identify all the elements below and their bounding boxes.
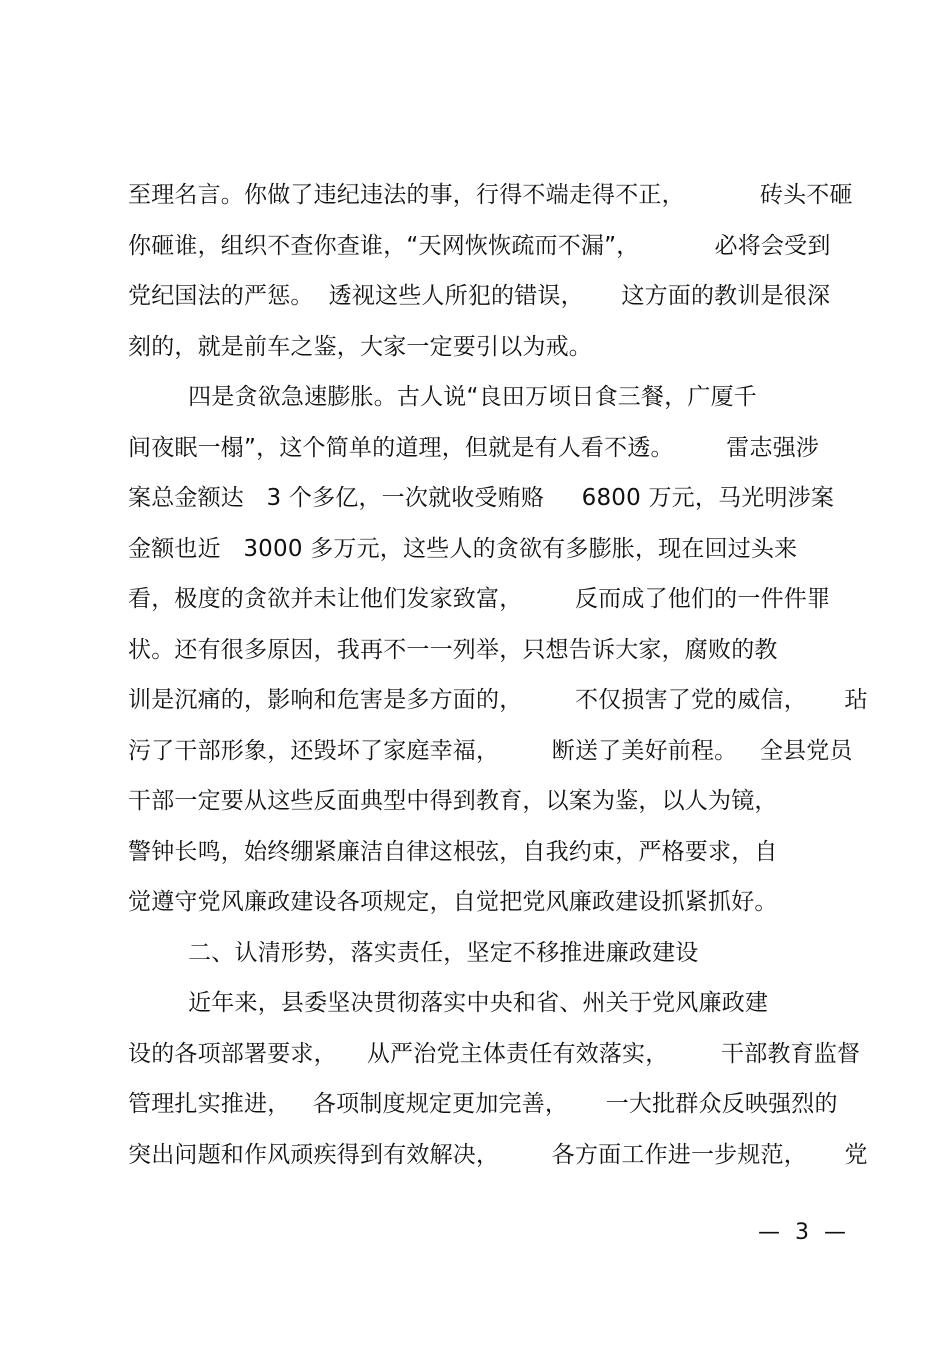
text-line: 突出问题和作风顽疾得到有效解决， 各方面工作进一步规范， 党 [128,1141,868,1168]
text-line: 设的各项部署要求， 从严治党主体责任有效落实， 干部教育监督 [128,1040,861,1067]
text-line: 金额也近 3000 多万元，这些人的贪欲有多膨胀，现在回过头来 [128,535,798,562]
text-line: 污了干部形象，还毁坏了家庭幸福， 断送了美好前程。 全县党员 [128,737,853,764]
text-line: 间夜眠一榻”，这个简单的道理，但就是有人看不透。 雷志强涉 [128,434,820,461]
text-line: 四是贪欲急速膨胀。古人说“良田万顷日食三餐，广厦千 [128,384,758,410]
section-heading: 二、认清形势，落实责任，坚定不移推进廉政建设 [128,939,699,966]
text-line: 觉遵守党风廉政建设各项规定，自觉把党风廉政建设抓紧抓好。 [128,889,778,915]
text-line: 近年来，县委坚决贯彻落实中央和省、州关于党风廉政建 [128,990,769,1016]
text-line: 干部一定要从这些反面典型中得到教育，以案为鉴，以人为镜， [128,788,778,814]
text-line: 警钟长鸣，始终绷紧廉洁自律这根弦，自我约束，严格要求，自 [128,838,778,865]
text-line: 刻的，就是前车之鉴，大家一定要引以为戒。 [128,333,592,360]
text-line: 训是沉痛的，影响和危害是多方面的， 不仅损害了党的威信， 玷 [128,687,868,713]
text-line: 管理扎实推进， 各项制度规定更加完善， 一大批群众反映强烈的 [128,1091,838,1117]
text-line: 状。还有很多原因，我再不一一列举，只想告诉大家，腐败的教 [128,636,778,663]
text-line: 看，极度的贪欲并未让他们发家致富， 反而成了他们的一件件罪 [128,586,831,612]
page-number: — 3 — [758,1220,850,1245]
text-line: 党纪国法的严惩。 透视这些人所犯的错误， 这方面的教训是很深 [128,283,831,309]
text-line: 案总金额达 3 个多亿，一次就收受贿赂 6800 万元，马光明涉案 [128,485,835,511]
text-line: 你砸谁，组织不查你查谁，“天网恢恢疏而不漏”， 必将会受到 [128,232,831,259]
body-text [128,170,868,1180]
text-line: 至理名言。你做了违纪违法的事，行得不端走得不正， 砖头不砸 [128,182,853,208]
